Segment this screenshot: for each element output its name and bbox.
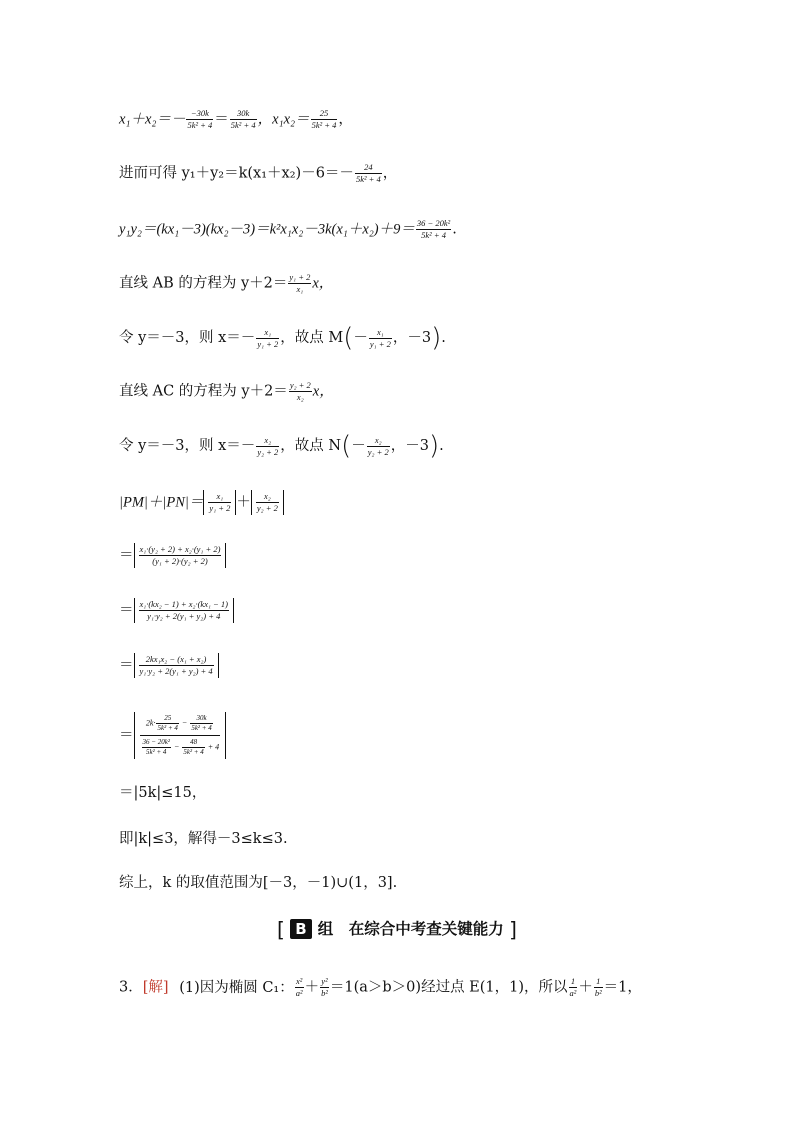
answer-tag: 解: [148, 979, 163, 996]
section-badge: B: [290, 919, 311, 939]
absolute-value: $\frac{\text{x₁·(kx₂ − 1) + x₂·(kx₁ − 1)}}{\text{y₁·y₂ + 2(y₁ + y₂) + 4}}$: [134, 598, 235, 623]
fraction: $\frac{\text{x₂}}{\text{y₂ + 2}}$: [367, 434, 389, 457]
fraction: $\frac{\text{x₂}}{\text{y₂ + 2}}$: [257, 434, 279, 457]
absolute-value: $\frac{\text{x₁·(y₂ + 2) + x₂·(y₁ + 2)}}{\text{(y₁ + 2)·(y₂ + 2)}}$: [134, 543, 227, 568]
absolute-value: $\frac{\text{x₂}}{\text{y₂ + 2}}$: [251, 490, 284, 515]
fraction: $\frac{\text{x₁}}{\text{y₁ + 2}}$: [257, 326, 279, 349]
right-paren: ): [428, 431, 440, 461]
fraction: $\frac{\text{36 − 20k²}}{\text{5k² + 4}}$: [416, 218, 451, 240]
absolute-value: $\frac{\text{x₁}}{\text{y₁ + 2}}$: [203, 490, 236, 515]
solution-line-15: 综上，k 的取值范围为[－3，－1)∪(1，3].: [119, 875, 398, 891]
absolute-value: $\frac{\text{2kx₁x₂ − (x₁ + x₂)}}{\text{y₁·y₂ + 2(y₁ + y₂) + 4}}$: [134, 653, 219, 678]
right-paren: ): [431, 323, 442, 353]
left-paren: (: [341, 431, 352, 461]
solution-line-12: ＝ 2k· $\frac{25}{\text{5k² + 4}}$ − $\frac{30k}{\text{5k² + 4}}$ $\frac{\text{36 − 20k²}}{\text{5k² + 4}}$ − $\frac{48}{\text{5k² + 4}}$ + 4: [119, 712, 226, 759]
fraction: $\frac{-30k}{\text{5k² + 4}}$: [187, 108, 213, 130]
solution-line-2: 进而可得 y₁＋y₂＝k(x₁＋x₂)－6＝－ $\frac{24}{\text{5k² + 4}}$ ，: [119, 162, 398, 184]
fraction: $\frac{25}{\text{5k² + 4}}$: [311, 108, 337, 130]
solution-line-11: ＝ $\frac{\text{2kx₁x₂ − (x₁ + x₂)}}{\text{y₁·y₂ + 2(y₁ + y₂) + 4}}$: [119, 653, 219, 678]
expr-sum: x₁＋x₂＝－: [119, 111, 186, 128]
question-3-line: 3．[解] (1)因为椭圆 C₁： $\frac{\text{x²}}{\text{a²}}$ ＋ $\frac{\text{y²}}{\text{b²}}$ ＝1(a＞b＞0)经过点 E(1，1)，所以 $\frac{1}{\text{a²}}$ ＋ $\frac{1}{\text{b²}}$ ＝1，: [119, 976, 642, 998]
left-paren: (: [343, 323, 354, 353]
fraction: $\frac{\text{y₁ + 2}}{\text{x₁}}$: [289, 272, 311, 294]
section-title: 组 在综合中考查关键能力: [317, 920, 504, 938]
solution-line-5: 令 y＝－3，则 x＝－ $\frac{\text{x₁}}{\text{y₁ + 2}}$ ，故点 M(－ $\frac{\text{x₁}}{\text{y₁ + 2}}$ ，－3).: [119, 323, 446, 353]
fraction: $\frac{24}{\text{5k² + 4}}$: [355, 162, 381, 184]
solution-line-1: x₁＋x₂＝－ $\frac{-30k}{\text{5k² + 4}}$ ＝ $\frac{30k}{\text{5k² + 4}}$ ，x₁x₂＝ $\frac{25}{\text{5k² + 4}}$ ，: [119, 108, 353, 130]
solution-line-10: ＝ $\frac{\text{x₁·(kx₂ − 1) + x₂·(kx₁ − 1)}}{\text{y₁·y₂ + 2(y₁ + y₂) + 4}}$: [119, 598, 234, 623]
solution-line-9: ＝ $\frac{\text{x₁·(y₂ + 2) + x₂·(y₁ + 2)}}{\text{(y₁ + 2)·(y₂ + 2)}}$: [119, 543, 226, 568]
fraction: $\frac{\text{y²}}{\text{b²}}$: [321, 976, 328, 998]
question-number: 3．: [119, 979, 143, 996]
solution-line-3: y₁y₂＝(kx₁－3)(kx₂－3)＝k²x₁x₂－3k(x₁＋x₂)＋9＝ $\frac{\text{36 − 20k²}}{\text{5k² + 4}}$ .: [119, 218, 457, 240]
solution-line-4: 直线 AB 的方程为 y＋2＝ $\frac{\text{y₁ + 2}}{\text{x₁}}$ x，: [119, 272, 334, 294]
fraction: $\frac{1}{\text{b²}}$: [594, 976, 602, 998]
absolute-value: 2k· $\frac{25}{\text{5k² + 4}}$ − $\frac{30k}{\text{5k² + 4}}$ $\frac{\text{36 − 20k²}}{\text{5k² + 4}}$ − $\frac{48}{\text{5k² + 4}}$ + 4: [134, 712, 227, 759]
solution-line-14: 即|k|≤3，解得－3≤k≤3.: [119, 831, 288, 847]
solution-line-6: 直线 AC 的方程为 y＋2＝ $\frac{\text{y₂ + 2}}{\text{x₂}}$ x，: [119, 380, 334, 402]
fraction: $\frac{30k}{\text{5k² + 4}}$: [230, 108, 256, 130]
solution-line-7: 令 y＝－3，则 x＝－ $\frac{\text{x₂}}{\text{y₂ + 2}}$ ，故点 N(－ $\frac{\text{x₂}}{\text{y₂ + 2}}$ ，－3).: [119, 431, 444, 461]
section-heading: [ B 组 在综合中考查关键能力 ]: [277, 917, 517, 942]
solution-line-8: |PM|＋|PN|＝ $\frac{\text{x₁}}{\text{y₁ + 2}}$ ＋ $\frac{\text{x₂}}{\text{y₂ + 2}}$: [119, 490, 284, 515]
fraction: $\frac{1}{\text{a²}}$: [569, 976, 577, 998]
fraction: $\frac{\text{x²}}{\text{a²}}$: [295, 976, 303, 998]
fraction: $\frac{\text{y₂ + 2}}{\text{x₂}}$: [289, 380, 311, 402]
solution-line-13: ＝|5k|≤15，: [119, 785, 207, 801]
fraction: $\frac{\text{x₁}}{\text{y₁ + 2}}$: [369, 326, 391, 349]
